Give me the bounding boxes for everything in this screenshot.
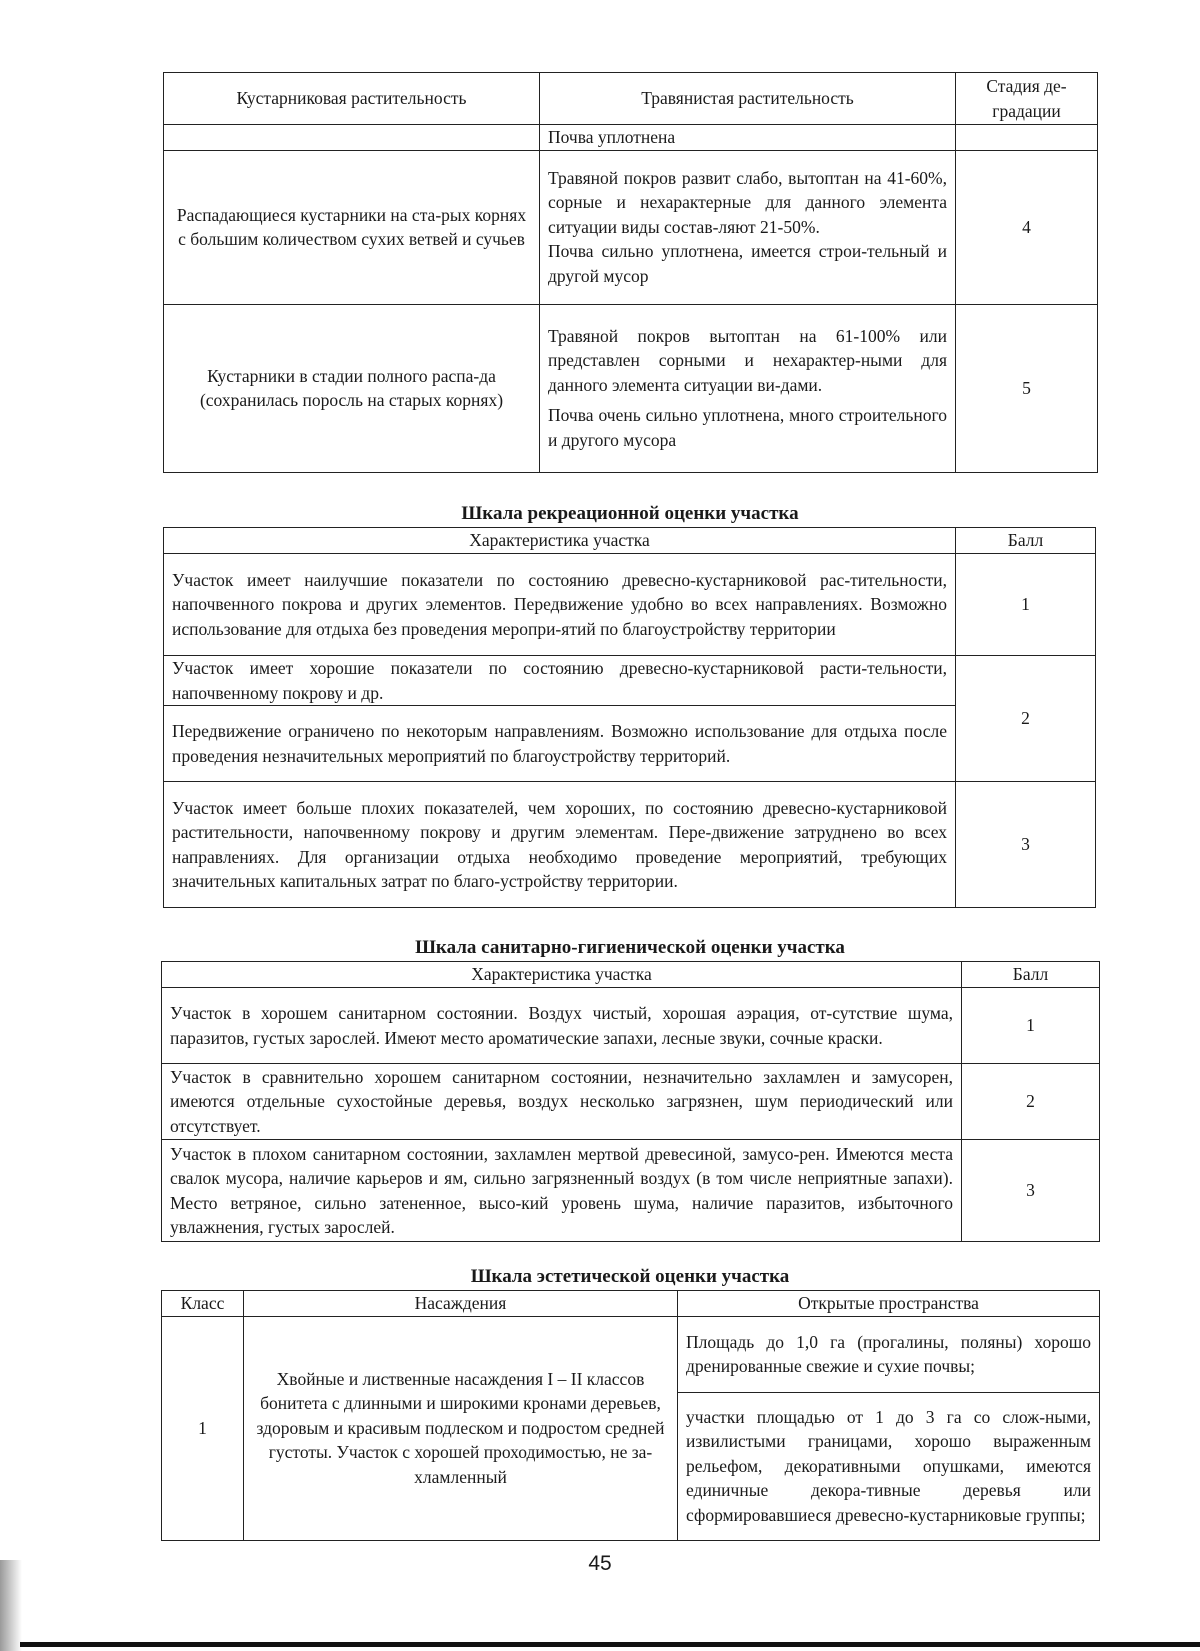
header-class: Класс <box>162 1291 244 1317</box>
grass-cell <box>540 150 956 304</box>
grass-cell <box>540 304 956 472</box>
grass-text: Травяной покров развит слабо, вытоптан на 41-60%, сорные и нехарактерные для данного элемента ситуации виды состав-ляют 21-50%. <box>548 167 947 237</box>
header-open-spaces: Открытые пространства <box>678 1291 1100 1317</box>
score-cell: 3 <box>962 1140 1100 1242</box>
grass-text: Травяной покров вытоптан на 61-100% или представлен сорными и нехарактер-ными для данного элемента ситуации ви-дами. <box>548 325 947 395</box>
scan-edge-rule <box>20 1642 1200 1647</box>
sanitary-table <box>161 961 1100 1242</box>
sanitary-title: Шкала санитарно-гигиенической оценки участка <box>415 937 845 958</box>
score-cell: 2 <box>956 656 1096 782</box>
shrub-cell: Распадающиеся кустарники на ста-рых корнях с большим количеством сухих ветвей и сучьев <box>164 150 540 304</box>
header-plantings: Насаждения <box>244 1291 678 1317</box>
header-characteristic: Характеристика участка <box>162 962 962 988</box>
page-number: 45 <box>588 1552 612 1575</box>
header-grass: Травянистая растительность <box>540 73 956 125</box>
header-shrub: Кустарниковая растительность <box>164 73 540 125</box>
header-score: Балл <box>962 962 1100 988</box>
grass-cell: Почва уплотнена <box>540 125 956 151</box>
characteristic-cell: Участок в плохом санитарном состоянии, захламлен мертвой древесиной, замусо-рен. Имеются места свалок мусора, наличие карьеров и ям, сильно загрязненный воздух (в том числе неприятные запахи). Место ветряное, сильно затененное, высо-кий уровень шума, наличие паразитов, избыточного увлажнения, густых зарослей. <box>162 1140 962 1242</box>
stage-cell: 5 <box>956 304 1098 472</box>
open-space-cell: Площадь до 1,0 га (прогалины, поляны) хорошо дренированные свежие и сухие почвы; <box>678 1316 1100 1392</box>
characteristic-cell: Участок имеет наилучшие показатели по состоянию древесно-кустарниковой рас-тительности, напочвенного покрова и других элементов. Передвижение удобно во всех направлениях. Возможно использование для отдыха без проведения меропри-ятий по благоустройству территории <box>164 554 956 656</box>
recreation-table <box>163 527 1096 908</box>
score-cell: 1 <box>956 554 1096 656</box>
grass-text: Почва очень сильно уплотнена, много строительного и другого мусора <box>548 405 947 450</box>
grass-text: Почва сильно уплотнена, имеется строи-тельный и другой мусор <box>548 241 947 286</box>
header-characteristic: Характеристика участка <box>164 528 956 554</box>
characteristic-cell: Участок в сравнительно хорошем санитарном состоянии, незначительно захламлен и замусорен, имеются отдельные сухостойные деревья, воздух несколько загрязнен, шум периодический или отсутствует. <box>162 1064 962 1140</box>
characteristic-cell: Участок имеет больше плохих показателей, чем хороших, по состоянию древесно-кустарниковой растительности, напочвенному покрову и другим элементам. Пере-движение затруднено во всех направлениях. Для организации отдыха необходимо проведение мероприятий, требующих значительных капитальных затрат по благо-устройству территории. <box>164 782 956 908</box>
class-cell: 1 <box>162 1316 244 1540</box>
degradation-table <box>163 72 1098 473</box>
score-cell: 3 <box>956 782 1096 908</box>
open-space-cell: участки площадью от 1 до 3 га со слож-ными, извилистыми границами, хорошо выраженным рельефом, декоративными опушками, имеются единичные декора-тивные деревья или сформировавшиеся древесно-кустарниковые группы; <box>678 1392 1100 1540</box>
shrub-cell: Кустарники в стадии полного распа-да (сохранилась поросль на старых корнях) <box>164 304 540 472</box>
characteristic-cell: Участок в хорошем санитарном состоянии. Воздух чистый, хорошая аэрация, от-сутствие шума, паразитов, густых зарослей. Имеют место ароматические запахи, лесные звуки, сочные краски. <box>162 988 962 1064</box>
score-cell: 2 <box>962 1064 1100 1140</box>
characteristic-cell: Участок имеет хорошие показатели по состоянию древесно-кустарниковой расти-тельности, напочвенному покрову и др. <box>164 656 956 706</box>
scan-shadow <box>0 1560 22 1651</box>
aesthetic-table <box>161 1290 1100 1541</box>
stage-cell: 4 <box>956 150 1098 304</box>
stage-cell <box>956 125 1098 151</box>
header-stage: Стадия де-градации <box>956 73 1098 125</box>
header-score: Балл <box>956 528 1096 554</box>
plantings-cell: Хвойные и лиственные насаждения I – II классов бонитета с длинными и широкими кронами деревьев, здоровым и красивым подлеском и подростом средней густоты. Участок с хорошей проходимостью, не за-хламленный <box>244 1316 678 1540</box>
aesthetic-title: Шкала эстетической оценки участка <box>470 1266 790 1287</box>
recreation-title: Шкала рекреационной оценки участка <box>461 503 799 524</box>
shrub-cell <box>164 125 540 151</box>
characteristic-cell: Передвижение ограничено по некоторым направлениям. Возможно использование для отдыха после проведения незначительных мероприятий по благоустройству территорий. <box>164 706 956 782</box>
score-cell: 1 <box>962 988 1100 1064</box>
